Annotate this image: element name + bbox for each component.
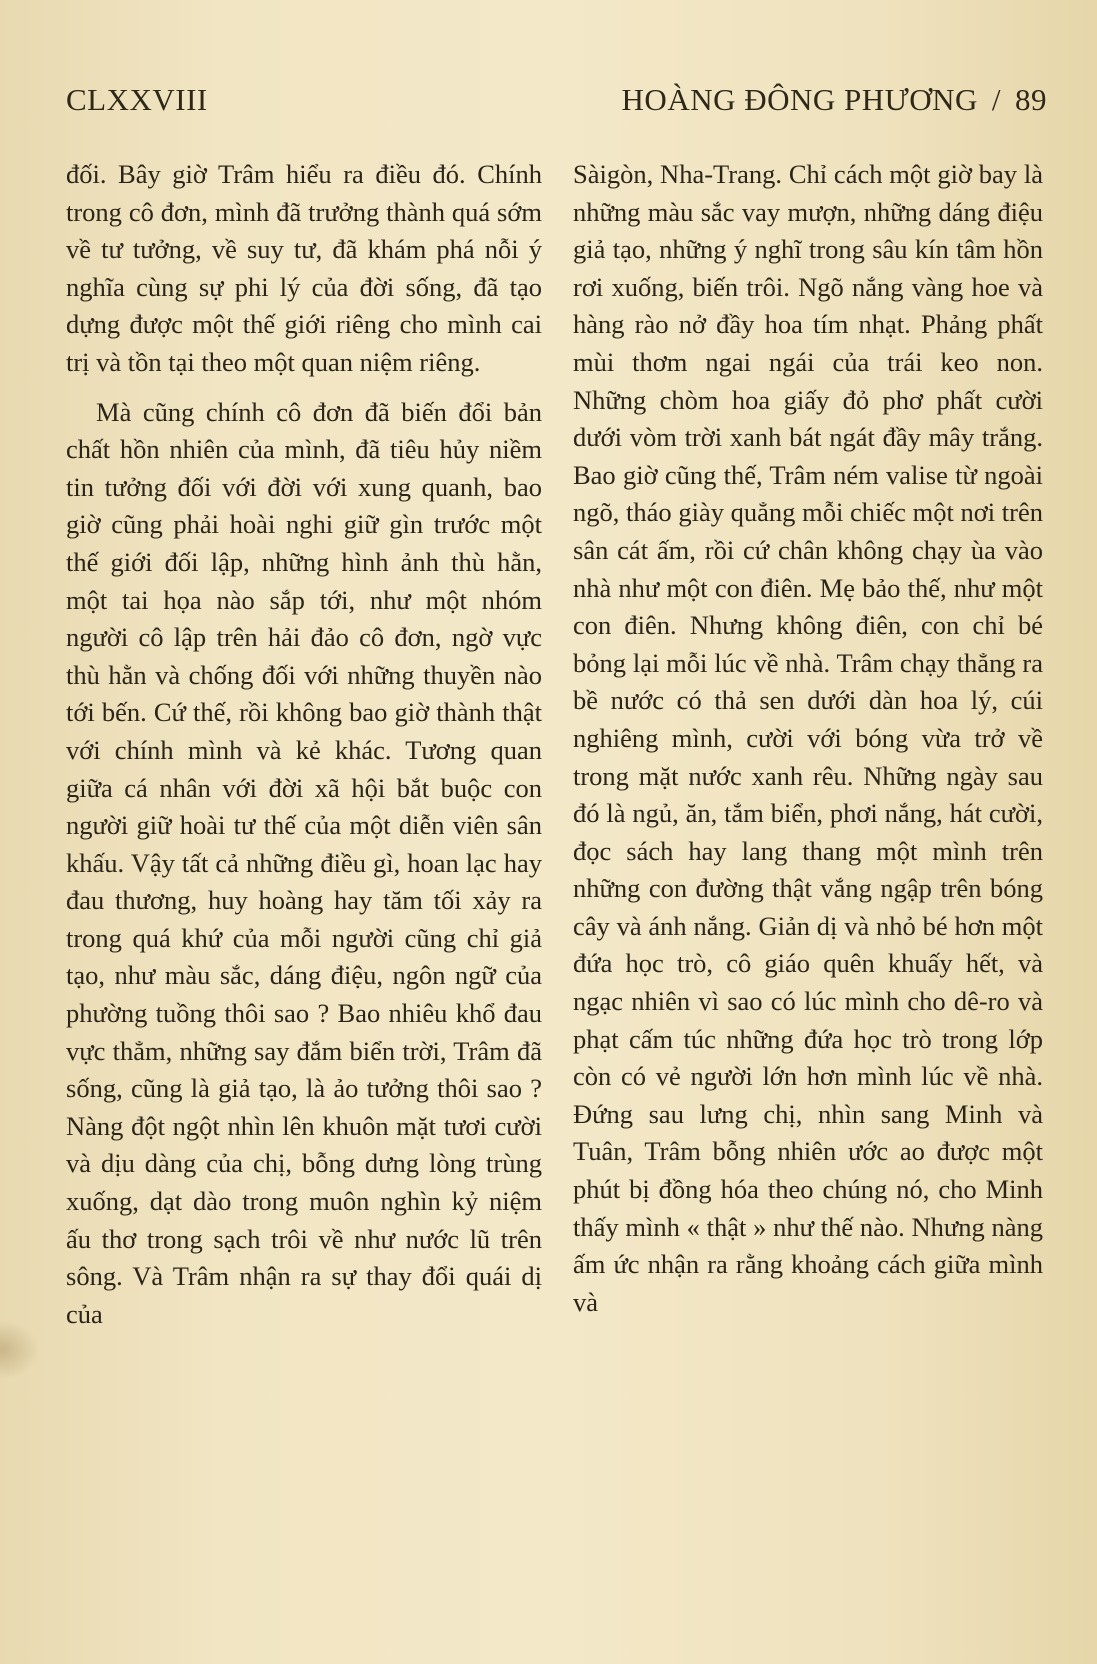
running-header [66,82,1047,122]
right-column [573,156,1043,1321]
page-stain [0,1320,40,1380]
header-right [622,82,1047,118]
right-paragraph-1: Sàigòn, Nha-Trang. Chỉ cách một giờ bay là những màu sắc vay mượn, những dáng điệu giả tạo, những ý nghĩ trong sâu kín tâm hồn rơi xuống, biến trôi. Ngõ nắng vàng hoe và hàng rào nở đầy hoa tím nhạt. Phảng phất mùi thơm ngai ngái của trái keo non. Những chòm hoa giấy đỏ phơ phất cười dưới vòm trời xanh bát ngát đầy mây trắng. Bao giờ cũng thế, Trâm ném valise từ ngoài ngõ, tháo giày quẳng mỗi chiếc một nơi trên sân cát ấm, rồi cứ chân không chạy ùa vào nhà như một con điên. Mẹ bảo thế, như một con điên. Nhưng không điên, con chỉ bé bỏng lại mỗi lúc về nhà. Trâm chạy thẳng ra bề nước có thả sen dưới dàn hoa lý, cúi nghiêng mình, cười với bóng vừa trở về trong mặt nước xanh rêu. Những ngày sau đó là ngủ, ăn, tắm biển, phơi nắng, hát cười, đọc sách hay lang thang một mình trên những con đường thật vắng ngập trên bóng cây và ánh nắng. Giản dị và nhỏ bé hơn một đứa học trò, cô giáo quên khuấy hết, và ngạc nhiên vì sao có lúc mình cho dê-ro và phạt cấm túc những đứa học trò trong lớp còn có vẻ người lớn hơn mình lúc về nhà. Đứng sau lưng chị, nhìn sang Minh và Tuân, Trâm bỗng nhiên ước ao được một phút bị đồng hóa theo chúng nó, cho Minh thấy mình « thật » như thế nào. Nhưng nàng ấm ức nhận ra rằng khoảng cách giữa mình và [573,159,1043,1317]
author-name: HOÀNG ĐÔNG PHƯƠNG [621,82,978,117]
page-number: 89 [1015,82,1047,117]
left-column [66,156,542,1333]
series-number: CLXXVIII [66,82,208,117]
left-paragraph-1: đối. Bây giờ Trâm hiểu ra điều đó. Chính trong cô đơn, mình đã trưởng thành quá sớm về tư tưởng, về suy tư, đã khám phá nỗi ý nghĩa cùng sự phi lý của đời sống, đã tạo dựng được một thế giới riêng cho mình cai trị và tồn tại theo một quan niệm riêng. [66,159,542,377]
left-paragraph-2: Mà cũng chính cô đơn đã biến đổi bản chất hồn nhiên của mình, đã tiêu hủy niềm tin tưởng đối với đời với xung quanh, bao giờ cũng phải hoài nghi giữ gìn trước một thế giới đối lập, những hình ảnh thù hằn, một tai họa nào sắp tới, như một nhóm người cô lập trên hải đảo cô đơn, ngờ vực thù hằn và chống đối với những thuyền nào tới bến. Cứ thế, rồi không bao giờ thành thật với chính mình và kẻ khác. Tương quan giữa cá nhân với đời xã hội bắt buộc con người giữ hoài tư thế của một diễn viên sân khấu. Vậy tất cả những điều gì, hoan lạc hay đau thương, huy hoàng hay tăm tối xảy ra trong quá khứ của mỗi người cũng chỉ giả tạo, như màu sắc, dáng điệu, ngôn ngữ của phường tuồng thôi sao ? Bao nhiêu khổ đau vực thẳm, những say đắm biển trời, Trâm đã sống, cũng là giả tạo, là ảo tưởng thôi sao ? Nàng đột ngột nhìn lên khuôn mặt tươi cười và dịu dàng của chị, bỗng dưng lòng trùng xuống, dạt dào trong muôn nghìn kỷ niệm ấu thơ trong sạch trôi về như nước lũ trên sông. Và Trâm nhận ra sự thay đổi quái dị của [66,396,542,1329]
header-separator: / [991,82,1001,117]
